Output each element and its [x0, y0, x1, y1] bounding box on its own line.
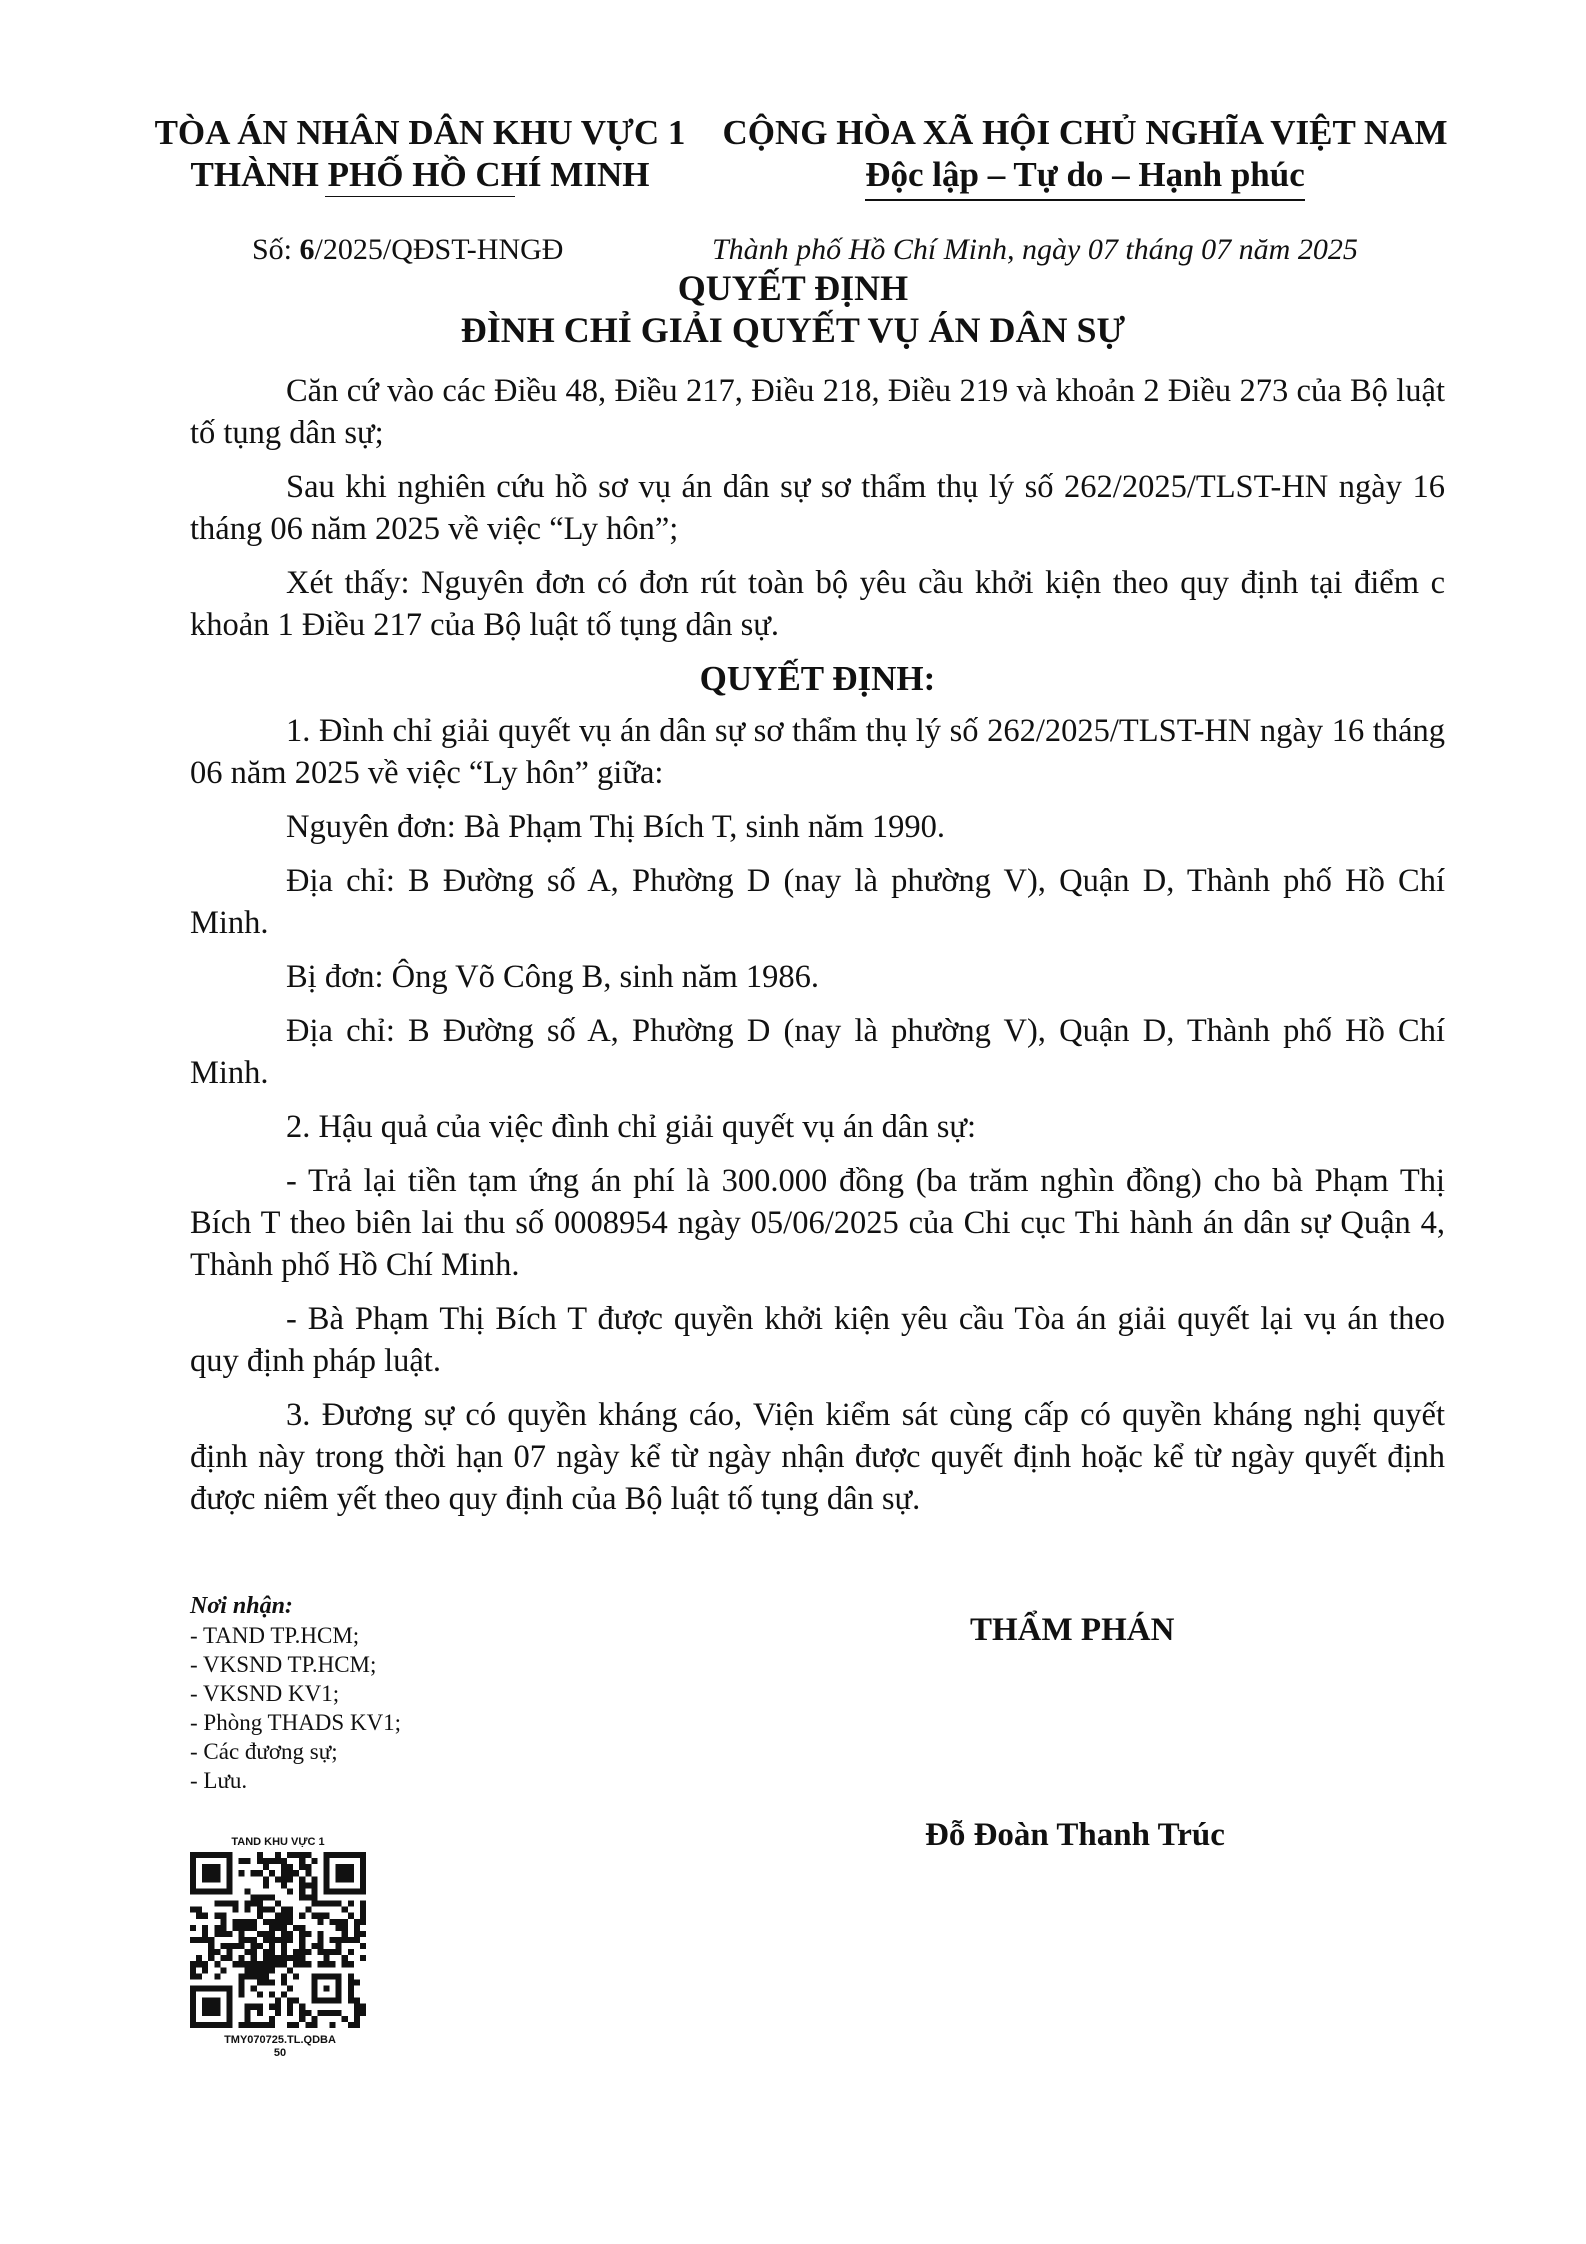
place-date: Thành phố Hồ Chí Minh, ngày 07 tháng 07 năm 2025	[712, 233, 1358, 266]
plaintiff-line: Nguyên đơn: Bà Phạm Thị Bích T, sinh năm 1990.	[286, 809, 946, 845]
recipients-label: Nơi nhận:	[190, 1593, 293, 1619]
court-city: THÀNH PHỐ HỒ CHÍ MINH	[190, 155, 650, 194]
case-review-paragraph: Sau khi nghiên cứu hồ sơ vụ án dân sự sơ thẩm thụ lý số 262/2025/TLST-HN ngày 16 tháng 06 năm 2025 về việc “Ly hôn”;	[190, 469, 1445, 547]
qr-title: TAND KHU VỰC 1	[231, 1836, 325, 1848]
court-underline	[325, 196, 515, 197]
legal-basis-paragraph: Căn cứ vào các Điều 48, Điều 217, Điều 218, Điều 219 và khoản 2 Điều 273 của Bộ luật tố tụng dân sự;	[190, 373, 1445, 451]
court-header	[150, 112, 690, 196]
qr-code-icon	[190, 1852, 366, 2028]
decision-item-2a: - Trả lại tiền tạm ứng án phí là 300.000 đồng (ba trăm nghìn đồng) cho bà Phạm Thị Bích T theo biên lai thu số 0008954 ngày 05/06/2025 của Chi cục Thi hành án dân sự Quận 4, Thành phố Hồ Chí Minh.	[190, 1163, 1445, 1283]
decision-item-1: 1. Đình chỉ giải quyết vụ án dân sự sơ thẩm thụ lý số 262/2025/TLST-HN ngày 16 tháng 06 năm 2025 về việc “Ly hôn” giữa:	[190, 713, 1445, 791]
decision-item-2: 2. Hậu quả của việc đình chỉ giải quyết vụ án dân sự:	[286, 1109, 976, 1145]
decision-heading: QUYẾT ĐỊNH:	[699, 659, 936, 698]
number-value: 6	[299, 233, 315, 266]
decision-item-2b: - Bà Phạm Thị Bích T được quyền khởi kiện yêu cầu Tòa án giải quyết lại vụ án theo quy định pháp luật.	[190, 1301, 1445, 1379]
document-number	[252, 233, 563, 267]
document-title: QUYẾT ĐỊNH	[677, 268, 909, 308]
document-subtitle: ĐÌNH CHỈ GIẢI QUYẾT VỤ ÁN DÂN SỰ	[460, 310, 1126, 350]
qr-code-suffix: 50	[273, 2047, 287, 2059]
recipient-item: - VKSND KV1;	[190, 1681, 340, 1706]
recipient-item: - TAND TP.HCM;	[190, 1623, 360, 1648]
number-suffix: /2025/QĐST-HNGĐ	[314, 233, 564, 266]
recipient-item: - Phòng THADS KV1;	[190, 1710, 402, 1735]
defendant-address: Địa chỉ: B Đường số A, Phường D (nay là phường V), Quận D, Thành phố Hồ Chí Minh.	[190, 1013, 1445, 1091]
document-body	[190, 370, 1445, 1532]
signer-name: Đỗ Đoàn Thanh Trúc	[925, 1817, 1225, 1853]
recipient-item: - Các đương sự;	[190, 1739, 338, 1764]
recipient-item: - VKSND TP.HCM;	[190, 1652, 377, 1677]
qr-caption	[190, 2034, 370, 2060]
defendant-line: Bị đơn: Ông Võ Công B, sinh năm 1986.	[286, 959, 820, 995]
court-name: TÒA ÁN NHÂN DÂN KHU VỰC 1	[154, 113, 686, 152]
decision-item-3: 3. Đương sự có quyền kháng cáo, Viện kiểm sát cùng cấp có quyền kháng nghị quyết định này trong thời hạn 07 ngày kể từ ngày nhận được quyết định hoặc kể từ ngày quyết định được niêm yết theo quy định của Bộ luật tố tụng dân sự.	[190, 1397, 1445, 1517]
recipients-block	[190, 1592, 401, 1795]
plaintiff-address: Địa chỉ: B Đường số A, Phường D (nay là phường V), Quận D, Thành phố Hồ Chí Minh.	[190, 863, 1445, 941]
number-prefix: Số:	[252, 233, 300, 266]
qr-code-text: TMY070725.TL.QDBA	[224, 2034, 336, 2046]
finding-paragraph: Xét thấy: Nguyên đơn có đơn rút toàn bộ yêu cầu khởi kiện theo quy định tại điểm c khoản 1 Điều 217 của Bộ luật tố tụng dân sự.	[190, 565, 1445, 643]
recipients-list	[190, 1621, 401, 1795]
national-motto: Độc lập – Tự do – Hạnh phúc	[865, 154, 1305, 201]
recipient-item: - Lưu.	[190, 1768, 248, 1793]
signer-role: THẨM PHÁN	[970, 1612, 1175, 1648]
national-header	[715, 112, 1455, 201]
country-name: CỘNG HÒA XÃ HỘI CHỦ NGHĨA VIỆT NAM	[722, 113, 1448, 152]
